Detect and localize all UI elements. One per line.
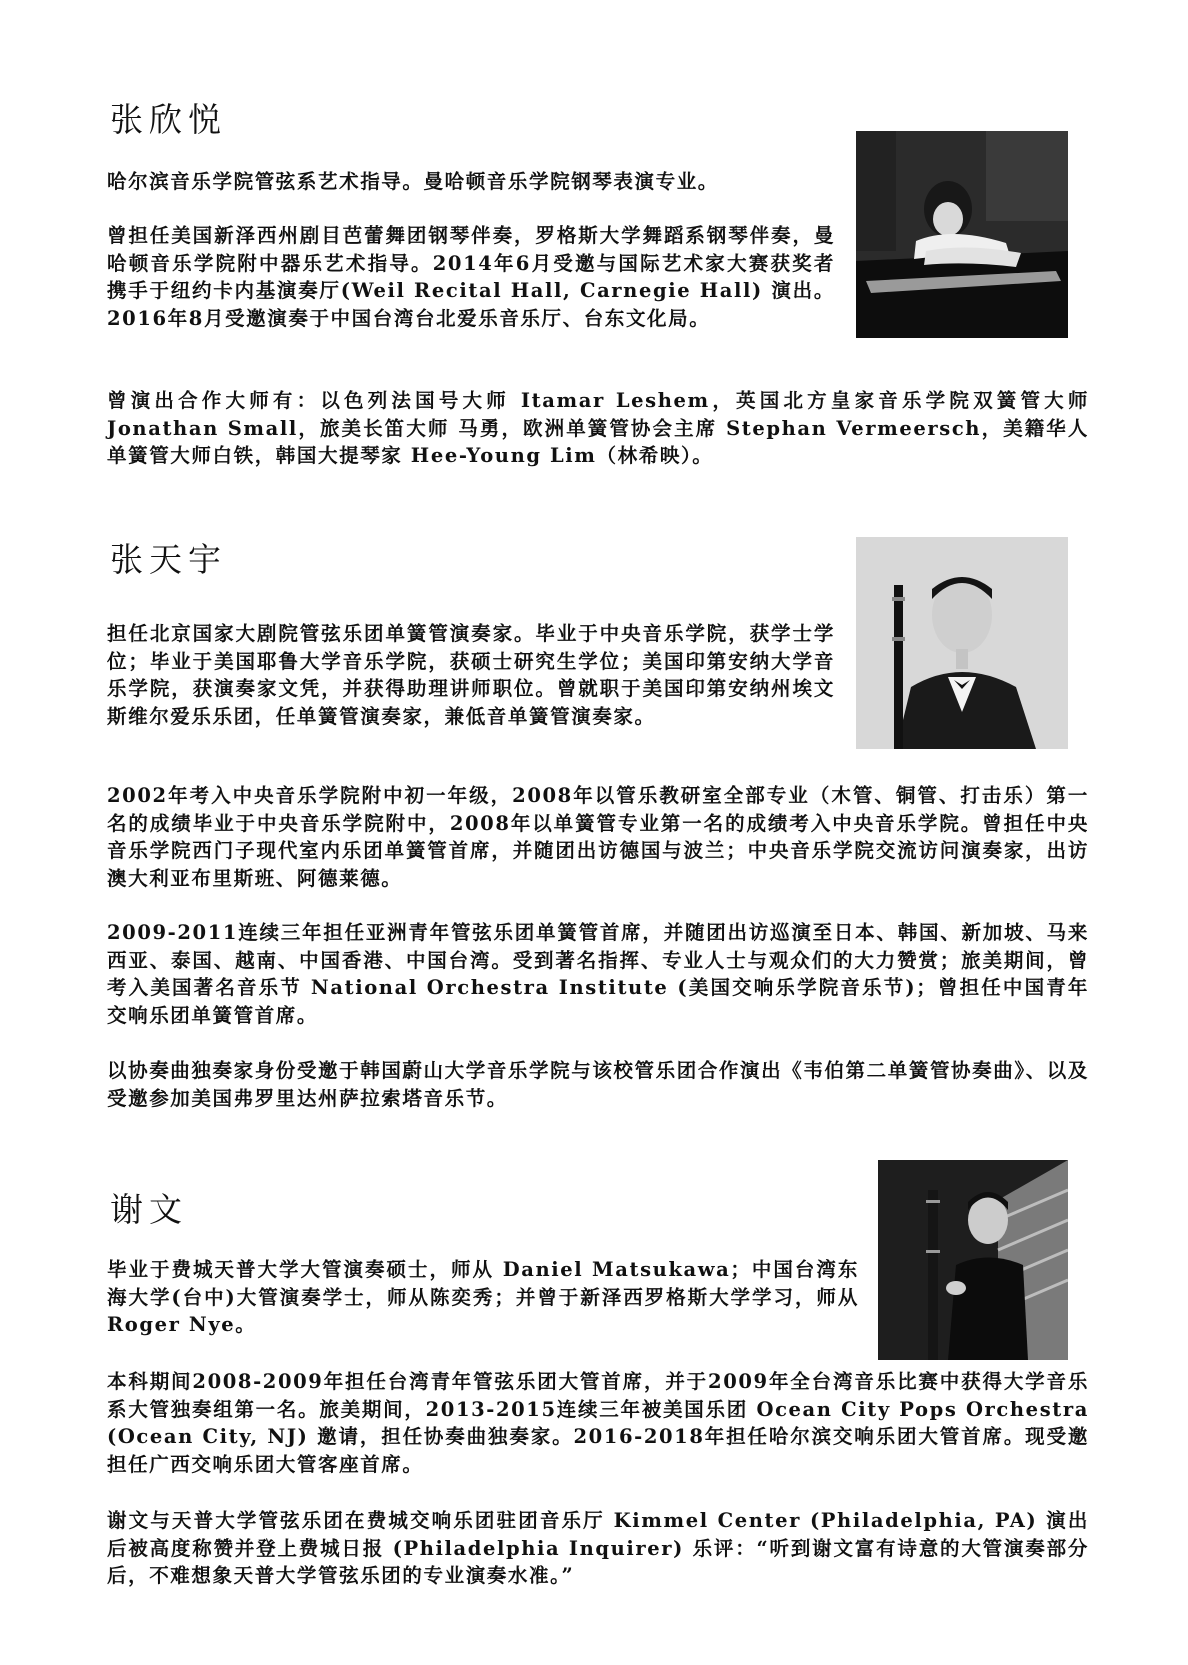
- bio-paragraph: 2002年考入中央音乐学院附中初一年级，2008年以管乐教研室全部专业（木管、铜管、打击乐）第一名的成绩毕业于中央音乐学院附中，2008年以单簧管专业第一名的成绩考入中央音乐学院。曾担任中央音乐学院西门子现代室内乐团单簧管首席，并随团出访德国与波兰；中央音乐学院交流访问演奏家，出访澳大利亚布里斯班、阿德莱德。: [107, 784, 1089, 890]
- bio-paragraph: 谢文与天普大学管弦乐团在费城交响乐团驻团音乐厅 Kimmel Center (Philadelphia, PA) 演出后被高度称赞并登上费城日报 (Philadelphia Inquirer) 乐评：“听到谢文富有诗意的大管演奏部分后，不难想象天普大学管弦乐团的专业演奏水准。”: [107, 1509, 1089, 1587]
- bio-paragraph: 毕业于费城天普大学大管演奏硕士，师从 Daniel Matsukawa；中国台湾东海大学(台中)大管演奏学士，师从陈奕秀；并曾于新泽西罗格斯大学学习，师从 Roger Nye。: [107, 1258, 859, 1336]
- pianist-portrait-photo: [856, 131, 1068, 338]
- bio-paragraph: 曾演出合作大师有：以色列法国号大师 Itamar Leshem，英国北方皇家音乐学院双簧管大师 Jonathan Small，旅美长笛大师 马勇，欧洲单簧管协会主席 Stephan Vermeersch，美籍华人单簧管大师白铁，韩国大提琴家 Hee-Young Lim（林希映）。: [107, 389, 1089, 467]
- clarinetist-portrait-photo: [856, 537, 1068, 749]
- bio-name: 张天宇: [110, 540, 227, 579]
- bio-paragraph: 以协奏曲独奏家身份受邀于韩国蔚山大学音乐学院与该校管乐团合作演出《韦伯第二单簧管协奏曲》、以及受邀参加美国弗罗里达州萨拉索塔音乐节。: [107, 1059, 1089, 1110]
- bassoonist-portrait-photo: [878, 1160, 1068, 1360]
- bio-paragraph: 曾担任美国新泽西州剧目芭蕾舞团钢琴伴奏，罗格斯大学舞蹈系钢琴伴奏，曼哈顿音乐学院附中器乐艺术指导。2014年6月受邀与国际艺术家大赛获奖者携手于纽约卡内基演奏厅(Weil Recital Hall, Carnegie Hall) 演出。2016年8月受邀演奏于中国台湾台北爱乐音乐厅、台东文化局。: [107, 224, 835, 330]
- bio-paragraph: 2009-2011连续三年担任亚洲青年管弦乐团单簧管首席，并随团出访巡演至日本、韩国、新加坡、马来西亚、泰国、越南、中国香港、中国台湾。受到著名指挥、专业人士与观众们的大力赞赏；旅美期间，曾考入美国著名音乐节 National Orchestra Institute (美国交响乐学院音乐节)；曾担任中国青年交响乐团单簧管首席。: [107, 921, 1089, 1027]
- bio-name: 谢文: [110, 1190, 188, 1229]
- bio-paragraph: 担任北京国家大剧院管弦乐团单簧管演奏家。毕业于中央音乐学院，获学士学位；毕业于美国耶鲁大学音乐学院，获硕士研究生学位；美国印第安纳大学音乐学院，获演奏家文凭，并获得助理讲师职位。曾就职于美国印第安纳州埃文斯维尔爱乐乐团，任单簧管演奏家，兼低音单簧管演奏家。: [107, 622, 835, 728]
- bio-name: 张欣悦: [110, 100, 227, 139]
- bio-paragraph: 哈尔滨音乐学院管弦系艺术指导。曼哈顿音乐学院钢琴表演专业。: [107, 170, 719, 193]
- bio-paragraph: 本科期间2008-2009年担任台湾青年管弦乐团大管首席，并于2009年全台湾音乐比赛中获得大学音乐系大管独奏组第一名。旅美期间，2013-2015连续三年被美国乐团 Ocean City Pops Orchestra (Ocean City, NJ) 邀请，担任协奏曲独奏家。2016-2018年担任哈尔滨交响乐团大管首席。现受邀担任广西交响乐团大管客座首席。: [107, 1370, 1089, 1476]
